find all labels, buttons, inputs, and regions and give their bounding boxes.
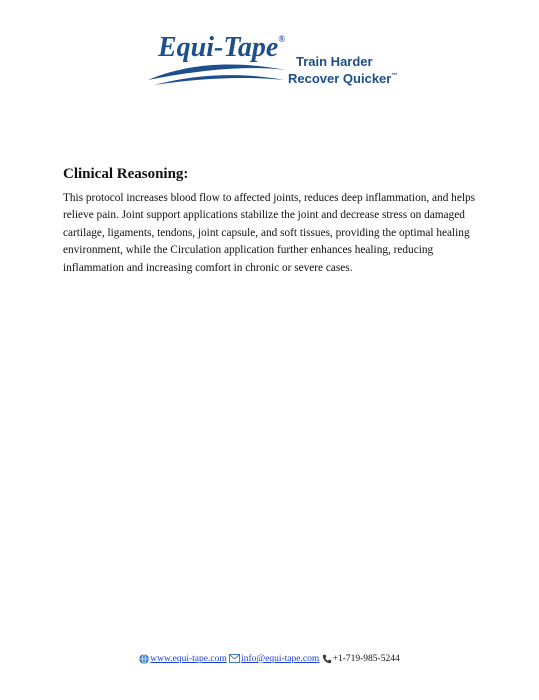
phone-number: +1-719-985-5244 <box>332 654 400 665</box>
svg-text:Recover Quicker™ <box>288 71 397 86</box>
email-icon <box>229 654 240 663</box>
email-link[interactable]: info@equi-tape.com <box>241 654 320 665</box>
swoosh-lower-shape <box>154 75 284 85</box>
section-paragraph: This protocol increases blood flow to affected joints, reduces deep inflammation, and helps relieve pain. Joint support applications stabilize the joint and decrease stress on damaged cartilage, ligaments, tendons, joint capsule, and soft tissues, providing the optimal healing environment, while the Circulation application further enhances healing, reducing inflammation and increasing comfort in chronic or severe cases. <box>63 192 476 274</box>
section-heading: Clinical Reasoning: <box>63 166 189 182</box>
phone-contact <box>322 654 400 664</box>
website-contact[interactable] <box>139 654 226 664</box>
brand-logo <box>146 30 396 92</box>
registered-mark: ® <box>278 34 286 44</box>
email-contact[interactable] <box>229 654 319 664</box>
tagline-line1: Train Harder <box>296 54 373 69</box>
tagline-line2: Recover Quicker <box>288 71 392 86</box>
contact-footer <box>0 654 539 664</box>
website-link[interactable]: www.equi-tape.com <box>150 654 227 665</box>
trademark-mark: ™ <box>391 73 398 79</box>
equi-tape-logo-graphic <box>146 30 396 92</box>
brand-name: Equi-Tape <box>158 32 279 63</box>
phone-icon <box>322 654 332 664</box>
svg-text:Equi-Tape® <box>157 32 285 63</box>
globe-icon <box>139 654 149 664</box>
